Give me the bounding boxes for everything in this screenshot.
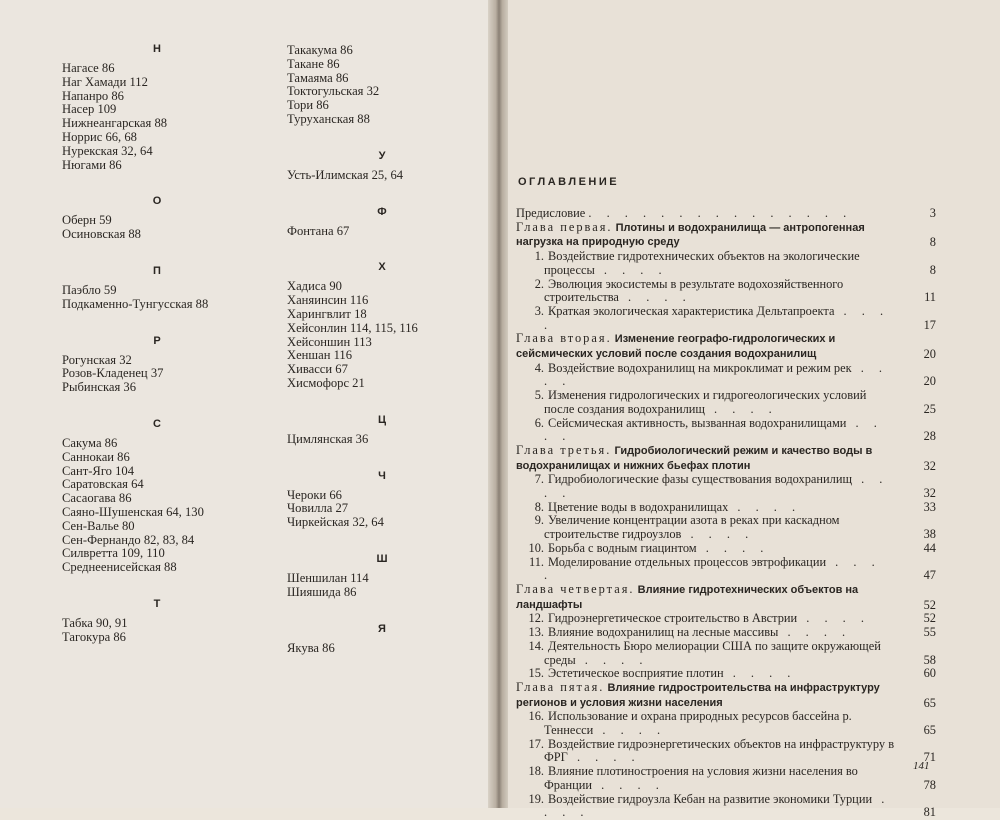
index-entry: Ханяинсин 116 bbox=[287, 293, 369, 308]
toc-section bbox=[534, 388, 936, 416]
index-entry: Такакума 86 bbox=[287, 43, 353, 57]
toc-section bbox=[534, 472, 936, 501]
toc-section-number: 15. bbox=[528, 666, 544, 681]
index-entry: Нижнеангарская 88 bbox=[62, 116, 168, 131]
index-entry: Тори 86 bbox=[287, 98, 329, 113]
toc-page-number: 25 bbox=[923, 401, 936, 416]
index-letter: П bbox=[153, 264, 161, 277]
index-letter: Р bbox=[153, 334, 161, 347]
toc-section-title: Деятельность Бюро мелиорации США по защите окружающей среды bbox=[544, 638, 881, 667]
toc-section bbox=[534, 249, 936, 277]
index-entry: Шияшида 86 bbox=[287, 584, 357, 599]
leader-dots: . . . . bbox=[593, 723, 667, 738]
toc-page-number: 81 bbox=[923, 805, 936, 820]
toc-section-number: 17. bbox=[528, 736, 544, 751]
toc-section-number: 1. bbox=[534, 249, 544, 264]
index-gap bbox=[62, 395, 262, 417]
toc-chapter-label: Глава пятая. bbox=[516, 679, 605, 694]
index-entry: Харингвлит 18 bbox=[287, 306, 367, 321]
index-entry: Хеншан 116 bbox=[287, 348, 353, 363]
toc-page-number: 8 bbox=[929, 262, 936, 277]
index-column-1 bbox=[62, 42, 262, 645]
toc-section-title: Моделирование отдельных процессов эвтрофикации bbox=[548, 554, 827, 569]
toc-section-number: 14. bbox=[528, 638, 544, 653]
toc-section bbox=[528, 540, 936, 556]
leader-dots: . . . . bbox=[797, 611, 870, 626]
page-number: 141 bbox=[913, 760, 930, 772]
toc-section-number: 9. bbox=[534, 513, 544, 528]
toc-chapters bbox=[516, 221, 936, 820]
index-entry: Насер 109 bbox=[62, 102, 117, 117]
toc-section-number: 19. bbox=[528, 791, 544, 806]
toc-page-number: 65 bbox=[923, 695, 936, 710]
toc-page-number: 33 bbox=[923, 499, 936, 514]
leader-dots: . . . . bbox=[544, 472, 889, 501]
toc-section-title: Использование и охрана природных ресурсов бассейна р. Теннесси bbox=[544, 709, 852, 738]
index-entry: Сен-Фернандо 82, 83, 84 bbox=[62, 532, 195, 547]
toc-section-title: Влияние плотиностроения на условия жизни населения во Франции bbox=[544, 764, 858, 792]
toc-page-number: 20 bbox=[923, 347, 936, 362]
toc-page-number: 32 bbox=[923, 486, 936, 501]
index-entry: Тагокура 86 bbox=[62, 629, 126, 644]
toc-page-number: 47 bbox=[923, 568, 936, 583]
index-entry: Шеншилан 114 bbox=[287, 570, 369, 585]
leader-dots: . . . . bbox=[544, 554, 881, 583]
index-letter: Я bbox=[378, 622, 386, 635]
index-entry: Табка 90, 91 bbox=[62, 615, 128, 630]
leader-dots: . . . . bbox=[728, 499, 802, 514]
toc-page-number: 44 bbox=[923, 540, 936, 555]
toc-section bbox=[528, 611, 936, 626]
toc-chapter bbox=[516, 681, 936, 710]
index-entry: Човилла 27 bbox=[287, 501, 349, 516]
leader-dots: . . . . bbox=[544, 791, 891, 820]
index-entry: Якува 86 bbox=[287, 640, 335, 655]
toc-section-title: Борьба с водным гиацинтом bbox=[548, 540, 697, 555]
index-entry: Токтогульская 32 bbox=[287, 84, 380, 99]
toc-section-title: Воздействие гидроэнергетических объектов на инфраструктуру в ФРГ bbox=[544, 736, 895, 765]
index-entry: Саяно-Шушенская 64, 130 bbox=[62, 504, 204, 519]
index-entry: Тамаяма 86 bbox=[287, 70, 349, 85]
index-letter: У bbox=[378, 149, 386, 162]
toc-section bbox=[534, 360, 936, 389]
toc-chapter bbox=[516, 332, 936, 361]
toc-section-title: Сейсмическая активность, вызванная водохранилищами bbox=[548, 415, 847, 430]
leader-dots: . . . . bbox=[594, 262, 668, 277]
toc-page-number: 11 bbox=[924, 290, 936, 305]
toc-section-title: Эволюция экосистемы в результате водохозяйственного строительства bbox=[544, 276, 844, 305]
index-entry: Сант-Яго 104 bbox=[62, 463, 135, 478]
index-letter: Н bbox=[153, 43, 161, 55]
leader-dots: . . . . bbox=[567, 750, 641, 765]
index-entry: Чиркейская 32, 64 bbox=[287, 515, 384, 530]
toc-page-number: 78 bbox=[923, 777, 936, 792]
toc-section-title: Увеличение концентрации азота в реках при каскадном строительстве гидроузлов bbox=[544, 513, 840, 542]
toc-section bbox=[528, 764, 936, 792]
toc-chapter-title: Влияние гидростроительства на инфраструктуру регионов и условия жизни населения bbox=[516, 681, 880, 709]
index-letter: Ц bbox=[377, 413, 387, 426]
index-entry: Хейсонлин 114, 115, 116 bbox=[287, 320, 418, 335]
index-entry: Хисмофорс 21 bbox=[287, 375, 365, 390]
leader-dots: . . . . bbox=[544, 303, 890, 332]
toc-chapter-title: Плотины и водохранилища — антропогенная нагрузка на природную среду bbox=[516, 221, 865, 249]
toc-page-number: 28 bbox=[923, 429, 936, 444]
toc-chapter bbox=[516, 444, 936, 473]
index-entry: Сасаогава 86 bbox=[62, 491, 132, 506]
index-entry: Норрис 66, 68 bbox=[62, 129, 137, 144]
index-letter: Т bbox=[153, 597, 161, 610]
toc-section-number: 12. bbox=[528, 611, 544, 626]
toc-page-number: 20 bbox=[923, 374, 936, 389]
toc-section-number: 13. bbox=[528, 625, 544, 640]
index-entry: Хадиса 90 bbox=[287, 279, 342, 294]
index-entry: Хивасси 67 bbox=[287, 362, 348, 377]
index-entry: Силвретта 109, 110 bbox=[62, 546, 165, 561]
index-letter: С bbox=[153, 417, 161, 430]
index-entry: Хейсоншин 113 bbox=[287, 334, 372, 349]
index-entry: Усть-Илимская 25, 64 bbox=[287, 167, 404, 182]
leader-dots: . . . . . . . . . . . . . . . bbox=[588, 206, 853, 220]
index-column-2 bbox=[287, 44, 487, 655]
leader-dots: . . . . bbox=[704, 401, 778, 416]
index-entry: Фонтана 67 bbox=[287, 223, 350, 238]
index-entry: Туруханская 88 bbox=[287, 111, 370, 126]
toc-section-title: Воздействие гидроузла Кебан на развитие экономики Турции bbox=[548, 791, 873, 806]
index-entry: Сакума 86 bbox=[62, 435, 118, 450]
toc-page-number: 32 bbox=[923, 458, 936, 473]
index-gap bbox=[287, 447, 487, 469]
leader-dots: . . . . bbox=[544, 415, 883, 444]
toc-section bbox=[534, 513, 936, 542]
index-entry: Нурекская 32, 64 bbox=[62, 143, 153, 158]
index-gap bbox=[287, 238, 487, 260]
toc-section-number: 8. bbox=[534, 499, 544, 514]
toc-chapter-label: Глава первая. bbox=[516, 219, 613, 234]
toc-section-number: 11. bbox=[528, 554, 544, 569]
toc-chapter-title: Гидробиологический режим и качество воды в водохранилищах и нижних бьефах плотин bbox=[516, 444, 873, 472]
toc-section-title: Цветение воды в водохранилищах bbox=[548, 499, 729, 514]
toc-section bbox=[534, 499, 936, 515]
toc-section-number: 18. bbox=[528, 764, 544, 779]
toc-page-number: 8 bbox=[929, 235, 936, 250]
toc-page-number: 71 bbox=[923, 750, 936, 765]
toc-title: ОГЛАВЛЕНИЕ bbox=[518, 176, 620, 188]
index-gap bbox=[62, 575, 262, 597]
index-entry: Чероки 66 bbox=[287, 487, 342, 502]
index-entry: Среднеенисейская 88 bbox=[62, 560, 177, 575]
toc-section-number: 2. bbox=[534, 276, 544, 291]
toc-section-title: Гидроэнергетическое строительство в Австрии bbox=[548, 611, 798, 626]
toc-section-number: 5. bbox=[534, 388, 544, 403]
toc-page-number: 58 bbox=[923, 652, 936, 667]
index-gap bbox=[62, 172, 262, 194]
toc-page-number: 3 bbox=[929, 206, 936, 220]
toc-page-number: 52 bbox=[923, 597, 936, 612]
index-entry: Нагасе 86 bbox=[62, 61, 115, 75]
index-letter: Х bbox=[378, 261, 386, 274]
index-entry: Напанро 86 bbox=[62, 88, 124, 103]
toc-section-number: 4. bbox=[534, 360, 544, 375]
toc-section-title: Влияние водохранилищ на лесные массивы bbox=[548, 625, 779, 640]
toc-section-title: Воздействие гидротехнических объектов на экологические процессы bbox=[544, 249, 860, 277]
index-entry: Рогунская 32 bbox=[62, 352, 132, 367]
index-entry: Сен-Валье 80 bbox=[62, 518, 135, 533]
index-entry: Нюгами 86 bbox=[62, 157, 122, 172]
toc-section bbox=[534, 303, 936, 332]
toc-page-number: 52 bbox=[923, 611, 936, 626]
toc-section-number: 3. bbox=[534, 303, 544, 318]
toc-preface bbox=[516, 207, 936, 221]
index-entry: Цимлянская 36 bbox=[287, 431, 369, 446]
toc-section-title: Краткая экологическая характеристика Дельтапроекта bbox=[548, 303, 835, 318]
leader-dots: . . . . bbox=[575, 652, 649, 667]
index-gap bbox=[287, 391, 487, 413]
index-gap bbox=[62, 312, 262, 334]
toc-section-number: 10. bbox=[528, 540, 544, 555]
index-entry: Рыбинская 36 bbox=[62, 380, 136, 395]
index-entry: Оберн 59 bbox=[62, 213, 112, 228]
table-of-contents bbox=[516, 207, 936, 820]
toc-chapter bbox=[516, 583, 936, 612]
leader-dots: . . . . bbox=[723, 666, 797, 681]
toc-chapter-label: Глава четвертая. bbox=[516, 581, 635, 596]
toc-chapter-label: Глава третья. bbox=[516, 442, 612, 457]
index-entry: Розов-Кладенец 37 bbox=[62, 366, 164, 381]
leader-dots: . . . . bbox=[544, 360, 889, 389]
toc-chapter-title: Влияние гидротехнических объектов на ландшафты bbox=[516, 583, 859, 611]
leader-dots: . . . . bbox=[618, 290, 692, 305]
index-letter: Ф bbox=[377, 205, 387, 218]
index-letter: Ш bbox=[376, 552, 388, 565]
index-gap bbox=[287, 127, 487, 149]
toc-chapter-title: Изменение географо-гидрологических и сейсмических условий после создания водохранилищ bbox=[516, 333, 836, 361]
index-gap bbox=[62, 242, 262, 264]
toc-page-number: 65 bbox=[923, 723, 936, 738]
toc-page-number: 60 bbox=[923, 666, 936, 681]
toc-section bbox=[528, 736, 936, 765]
toc-section-title: Воздействие водохранилищ на микроклимат и режим рек bbox=[548, 360, 852, 375]
index-gap bbox=[287, 530, 487, 552]
left-page bbox=[0, 0, 490, 808]
index-entry: Саратовская 64 bbox=[62, 477, 144, 492]
toc-page-number: 55 bbox=[923, 625, 936, 640]
index-gap bbox=[287, 183, 487, 205]
toc-section-number: 16. bbox=[528, 709, 544, 724]
toc-page-number: 38 bbox=[923, 527, 936, 542]
index-entry: Саннокаи 86 bbox=[62, 449, 130, 464]
index-letter: Ч bbox=[378, 469, 386, 482]
leader-dots: . . . . bbox=[778, 625, 852, 640]
index-entry: Паэбло 59 bbox=[62, 282, 117, 297]
toc-section bbox=[528, 638, 936, 667]
leader-dots: . . . . bbox=[681, 527, 755, 542]
toc-section bbox=[528, 791, 936, 820]
index-entry: Наг Хамади 112 bbox=[62, 74, 148, 89]
toc-preface-text: Предисловие bbox=[516, 206, 586, 220]
leader-dots: . . . . bbox=[592, 777, 665, 792]
toc-chapter-label: Глава вторая. bbox=[516, 331, 612, 346]
toc-section-number: 6. bbox=[534, 415, 544, 430]
toc-section-title: Эстетическое восприятие плотин bbox=[548, 666, 724, 681]
index-entry: Подкаменно-Тунгусская 88 bbox=[62, 296, 209, 311]
toc-section bbox=[528, 666, 936, 681]
toc-page-number: 17 bbox=[923, 317, 936, 332]
toc-section bbox=[534, 415, 936, 444]
toc-section bbox=[528, 554, 936, 583]
toc-section bbox=[528, 625, 936, 640]
index-entry: Осиновская 88 bbox=[62, 227, 141, 242]
toc-chapter bbox=[516, 221, 936, 250]
toc-section bbox=[534, 276, 936, 305]
toc-section-title: Изменения гидрологических и гидрогеологических условий после создания водохранилищ bbox=[544, 388, 867, 416]
index-gap bbox=[287, 600, 487, 622]
leader-dots: . . . . bbox=[696, 540, 770, 555]
index-entry: Такане 86 bbox=[287, 56, 340, 71]
book-spine bbox=[488, 0, 510, 808]
toc-section bbox=[528, 709, 936, 738]
toc-section-title: Гидробиологические фазы существования водохранилищ bbox=[548, 472, 853, 487]
toc-section-number: 7. bbox=[534, 472, 544, 487]
index-letter: О bbox=[152, 195, 162, 208]
